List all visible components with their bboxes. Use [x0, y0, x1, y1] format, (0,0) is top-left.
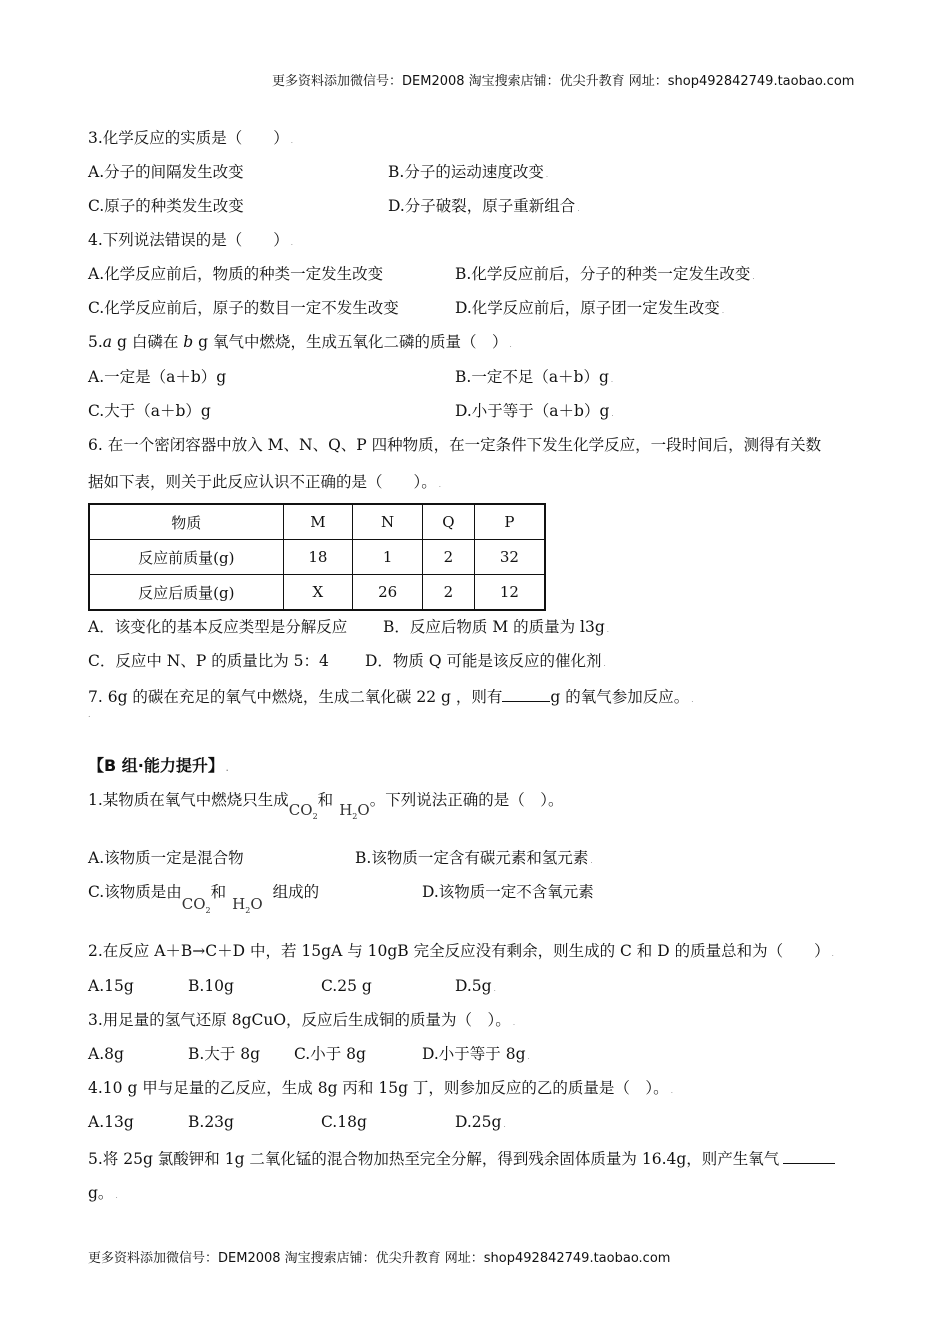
table-cell: 32 [474, 540, 545, 575]
table-cell: 18 [283, 540, 353, 575]
b4-stem: 4.10 g 甲与足量的乙反应，生成 8g 丙和 15g 丁，则参加反应的乙的质量是（ ）。 . [88, 1079, 673, 1097]
q3-option-b: B.分子的运动速度改变 . [388, 163, 549, 181]
section-b-title: 【B 组·能力提升】 . [88, 756, 229, 775]
table-cell: 物质 [89, 504, 283, 540]
b1-option-c: C.该物质是由$CO_2$和$H_2O$组成的 [88, 883, 320, 915]
page-footer: 更多资料添加微信号：DEM2008 淘宝搜索店铺：优尖升教育 网址：shop492842749.taobao.com [88, 1251, 671, 1266]
q4-option-b: B.化学反应前后，分子的种类一定发生改变 . [455, 265, 755, 283]
b2-option-a: A.15g [88, 977, 134, 995]
q4-stem: 4.下列说法错误的是（ ） . [88, 231, 294, 249]
q6-option-c: C．反应中 N、P 的质量比为 5：4 [88, 652, 329, 670]
q3-option-c: C.原子的种类发生改变 [88, 197, 244, 215]
b5-tail: g。 . [88, 1184, 118, 1202]
b1-option-b: B.该物质一定含有碳元素和氢元素 . [355, 849, 593, 867]
b3-option-b: B.大于 8g [188, 1045, 261, 1063]
q3-option-a: A.分子的间隔发生改变 [88, 163, 244, 181]
b3-option-a: A.8g [88, 1045, 124, 1063]
table-cell: 26 [353, 575, 423, 611]
b4-option-a: A.13g [88, 1113, 134, 1131]
b3-stem: 3.用足量的氢气还原 8gCuO，反应后生成铜的质量为（ ）。 . [88, 1011, 516, 1029]
q5-stem: 5.a g 白磷在 b g 氧气中燃烧，生成五氧化二磷的质量（ ） . [88, 333, 512, 351]
table-cell: M [283, 504, 353, 540]
q4-option-c: C.化学反应前后，原子的数目一定不发生改变 [88, 299, 399, 317]
table-cell: 反应前质量(g) [89, 540, 283, 575]
q5-option-a: A.一定是（a＋b）g [88, 368, 227, 386]
q7-stem: 7. 6g 的碳在充足的氧气中燃烧，生成二氧化碳 22 g ，则有 g 的氧气参加反应。 . [88, 685, 693, 710]
b4-option-d: D.25g . [455, 1113, 506, 1131]
paragraph-mark: . [88, 710, 91, 719]
b1-option-d: D.该物质一定不含氧元素 [422, 883, 594, 901]
b2-option-d: D.5g . [455, 977, 496, 995]
table-cell: X [283, 575, 353, 611]
b5-stem: 5.将 25g 氯酸钾和 1g 二氧化锰的混合物加热至完全分解，得到残余固体质量为 16.4g，则产生氧气 [88, 1147, 835, 1169]
q5-option-c: C.大于（a＋b）g [88, 402, 211, 420]
q6-stem-line1: 6. 在一个密闭容器中放入 M、N、Q、P 四种物质，在一定条件下发生化学反应，一段时间后，测得有关数 [88, 436, 822, 454]
b3-option-d: D.小于等于 8g . [422, 1045, 530, 1063]
b4-option-c: C.18g [321, 1113, 367, 1131]
q3-stem: 3.化学反应的实质是（ ） . [88, 129, 294, 147]
b2-option-c: C.25 g [321, 977, 372, 995]
q5-option-b: B.一定不足（a＋b）g . [455, 368, 614, 386]
b1-option-a: A.该物质一定是混合物 [88, 849, 244, 867]
co2-formula: $CO_2$ [181, 895, 211, 915]
q5-option-d: D.小于等于（a＋b）g . [455, 402, 614, 420]
table-cell: N [353, 504, 423, 540]
b4-option-b: B.23g [188, 1113, 234, 1131]
b2-option-b: B.10g [188, 977, 234, 995]
q3-option-d: D.分子破裂，原子重新组合 . [388, 197, 580, 215]
q4-option-d: D.化学反应前后，原子团一定发生改变 . [455, 299, 725, 317]
answer-blank[interactable] [502, 685, 550, 702]
page-header: 更多资料添加微信号：DEM2008 淘宝搜索店铺：优尖升教育 网址：shop492842749.taobao.com [272, 74, 855, 89]
table-cell: 2 [422, 540, 474, 575]
table-row [89, 575, 545, 611]
co2-formula: $CO_2$ [288, 801, 318, 821]
table-cell: P [474, 504, 545, 540]
q6-stem-line2: 据如下表，则关于此反应认识不正确的是（ ）。 . [88, 473, 441, 491]
table-cell: 12 [474, 575, 545, 611]
q6-option-d: D．物质 Q 可能是该反应的催化剂 . [365, 652, 606, 670]
table-row [89, 540, 545, 575]
h2o-formula: $H_2O$ [339, 801, 370, 821]
h2o-formula: $H_2O$ [232, 895, 263, 915]
q6-option-b: B．反应后物质 M 的质量为 l3g . [383, 618, 610, 636]
table-cell: 1 [353, 540, 423, 575]
q4-option-a: A.化学反应前后，物质的种类一定发生改变 [88, 265, 384, 283]
table-cell: Q [422, 504, 474, 540]
b3-option-c: C.小于 8g [294, 1045, 366, 1063]
b2-stem: 2.在反应 A＋B→C＋D 中，若 15gA 与 10gB 完全反应没有剩余，则生成的 C 和 D 的质量总和为（ ） . [88, 942, 834, 960]
q6-option-a: A．该变化的基本反应类型是分解反应 [88, 618, 348, 636]
data-table [88, 503, 546, 611]
table-header-row [89, 504, 545, 540]
answer-blank[interactable] [783, 1147, 835, 1164]
b1-stem: 1.某物质在氧气中燃烧只生成$CO_2$和$H_2O$。下列说法正确的是（ ）。 [88, 791, 564, 821]
table-cell: 2 [422, 575, 474, 611]
table-cell: 反应后质量(g) [89, 575, 283, 611]
